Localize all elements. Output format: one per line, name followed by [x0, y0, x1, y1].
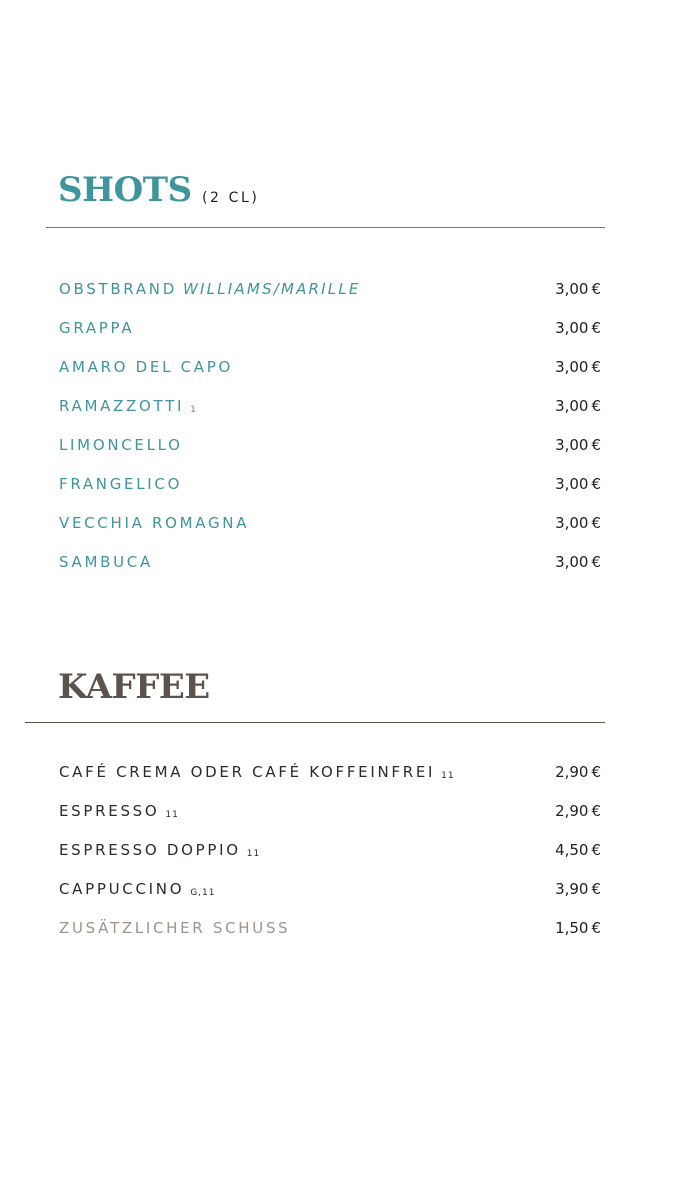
item-name: OBSTBRAND: [59, 280, 177, 298]
item-price: 3,00 €: [555, 358, 601, 376]
menu-item: [59, 277, 601, 301]
item-name-wrap: [59, 763, 455, 781]
kaffee-divider: [25, 722, 605, 723]
item-name: SAMBUCA: [59, 553, 153, 571]
item-name: GRAPPA: [59, 319, 135, 337]
menu-item: [59, 511, 601, 535]
kaffee-heading: KAFFEE: [58, 667, 210, 707]
menu-item: [59, 433, 601, 457]
shots-divider: [46, 227, 605, 228]
item-price: 3,00 €: [555, 280, 601, 298]
item-price: 1,50 €: [555, 919, 601, 937]
item-name: CAFÉ CREMA ODER CAFÉ KOFFEINFREI: [59, 763, 436, 781]
shots-size-note: (2 CL): [202, 190, 260, 206]
allergen-codes: 1: [190, 405, 197, 415]
item-variant-note: WILLIAMS/MARILLE: [182, 280, 361, 298]
item-price: 4,50 €: [555, 841, 601, 859]
menu-item: [59, 316, 601, 340]
item-price: 3,00 €: [555, 319, 601, 337]
menu-item: [59, 838, 601, 862]
item-name-wrap: [59, 280, 361, 298]
item-name-wrap: [59, 397, 197, 415]
item-name-wrap: [59, 880, 216, 898]
item-name: VECCHIA ROMAGNA: [59, 514, 250, 532]
menu-item: [59, 877, 601, 901]
allergen-codes: 11: [165, 810, 179, 820]
menu-item: [59, 355, 601, 379]
menu-item: [59, 550, 601, 574]
item-price: 2,90 €: [555, 763, 601, 781]
menu-item-extra: [59, 916, 601, 940]
item-price: 2,90 €: [555, 802, 601, 820]
item-price: 3,00 €: [555, 514, 601, 532]
menu-item: [59, 799, 601, 823]
item-name: CAPPUCCINO: [59, 880, 185, 898]
item-price: 3,00 €: [555, 397, 601, 415]
item-price: 3,90 €: [555, 880, 601, 898]
item-name: ESPRESSO DOPPIO: [59, 841, 241, 859]
allergen-codes: G,11: [190, 888, 216, 898]
item-name-wrap: [59, 802, 179, 820]
item-price: 3,00 €: [555, 436, 601, 454]
item-price: 3,00 €: [555, 475, 601, 493]
item-name: FRANGELICO: [59, 475, 183, 493]
item-name-wrap: [59, 841, 260, 859]
item-name: ZUSÄTZLICHER SCHUSS: [59, 919, 291, 937]
item-name: AMARO DEL CAPO: [59, 358, 234, 376]
allergen-codes: 11: [246, 849, 261, 859]
menu-item: [59, 472, 601, 496]
allergen-codes: 11: [441, 771, 455, 781]
item-price: 3,00 €: [555, 553, 601, 571]
item-name: ESPRESSO: [59, 802, 160, 820]
item-name: RAMAZZOTTI: [59, 397, 185, 415]
menu-item: [59, 760, 601, 784]
item-name: LIMONCELLO: [59, 436, 183, 454]
shots-heading: SHOTS: [58, 170, 192, 210]
menu-item: [59, 394, 601, 418]
